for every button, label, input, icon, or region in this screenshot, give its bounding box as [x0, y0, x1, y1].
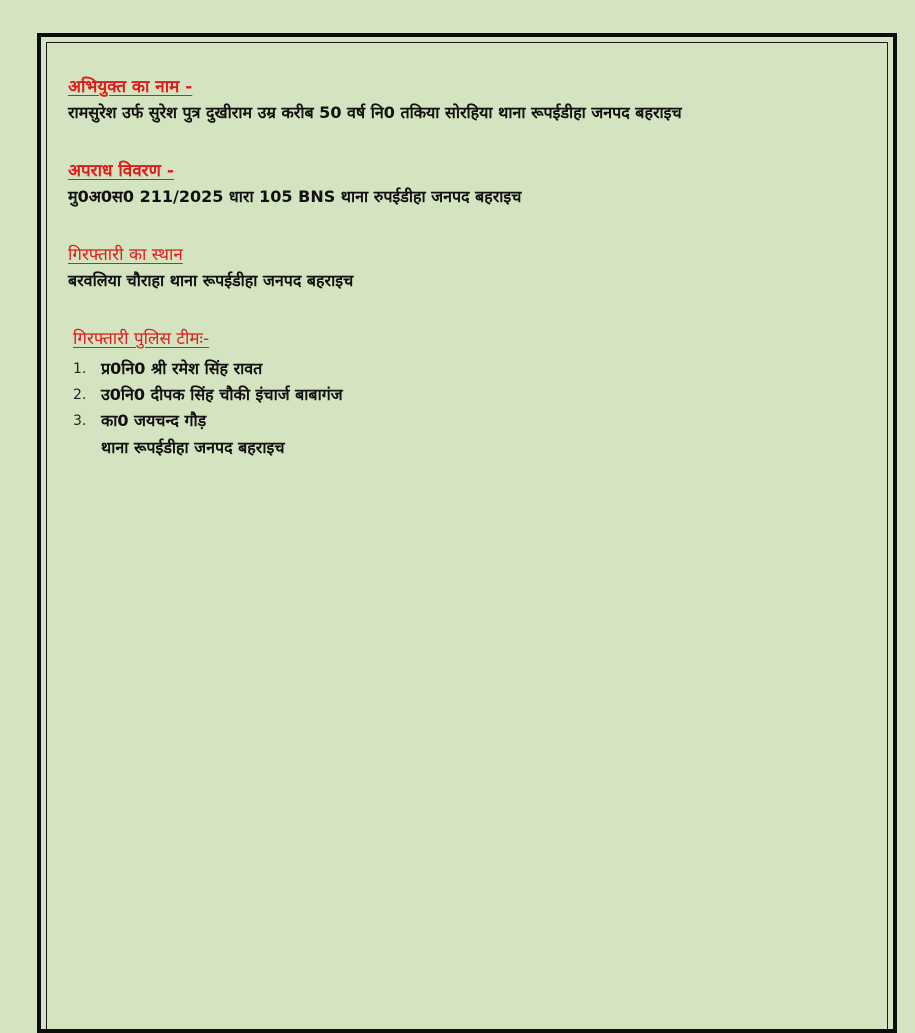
accused-details: रामसुरेश उर्फ सुरेश पुत्र दुखीराम उम्र करीब 50 वर्ष नि0 तकिया सोरहिया थाना रूपईडीहा जनपद बहराइच	[68, 103, 682, 122]
list-item	[68, 356, 858, 382]
crime-details: मु0अ0स0 211/2025 धारा 105 BNS थाना रुपईडीहा जनपद बहराइच	[68, 187, 522, 206]
arrest-team-footer: थाना रूपईडीहा जनपद बहराइच	[101, 438, 285, 457]
list-item-text: उ0नि0 दीपक सिंह चौकी इंचार्ज बाबागंज	[101, 385, 343, 404]
arrest-team-heading: गिरफ्तारी पुलिस टीमः-	[73, 329, 210, 349]
arrest-team-section	[68, 326, 858, 462]
list-item-number: 3.	[73, 413, 87, 429]
accused-heading: अभियुक्त का नाम -	[68, 77, 193, 97]
accused-section	[68, 74, 858, 126]
list-item-number: 2.	[73, 387, 87, 403]
document-content	[68, 74, 858, 494]
crime-heading: अपराध विवरण -	[68, 161, 174, 181]
list-item	[68, 382, 858, 408]
arrest-place-section	[68, 242, 858, 294]
list-item-text: का0 जयचन्द गौड़	[101, 411, 207, 430]
arrest-team-list	[68, 356, 858, 434]
crime-section	[68, 158, 858, 210]
list-item-text: प्र0नि0 श्री रमेश सिंह रावत	[101, 359, 263, 378]
list-item-number: 1.	[73, 361, 87, 377]
arrest-place-heading: गिरफ्तारी का स्थान	[68, 245, 183, 265]
list-item	[68, 408, 858, 434]
arrest-place-details: बरवलिया चौराहा थाना रूपईडीहा जनपद बहराइच	[68, 271, 354, 290]
